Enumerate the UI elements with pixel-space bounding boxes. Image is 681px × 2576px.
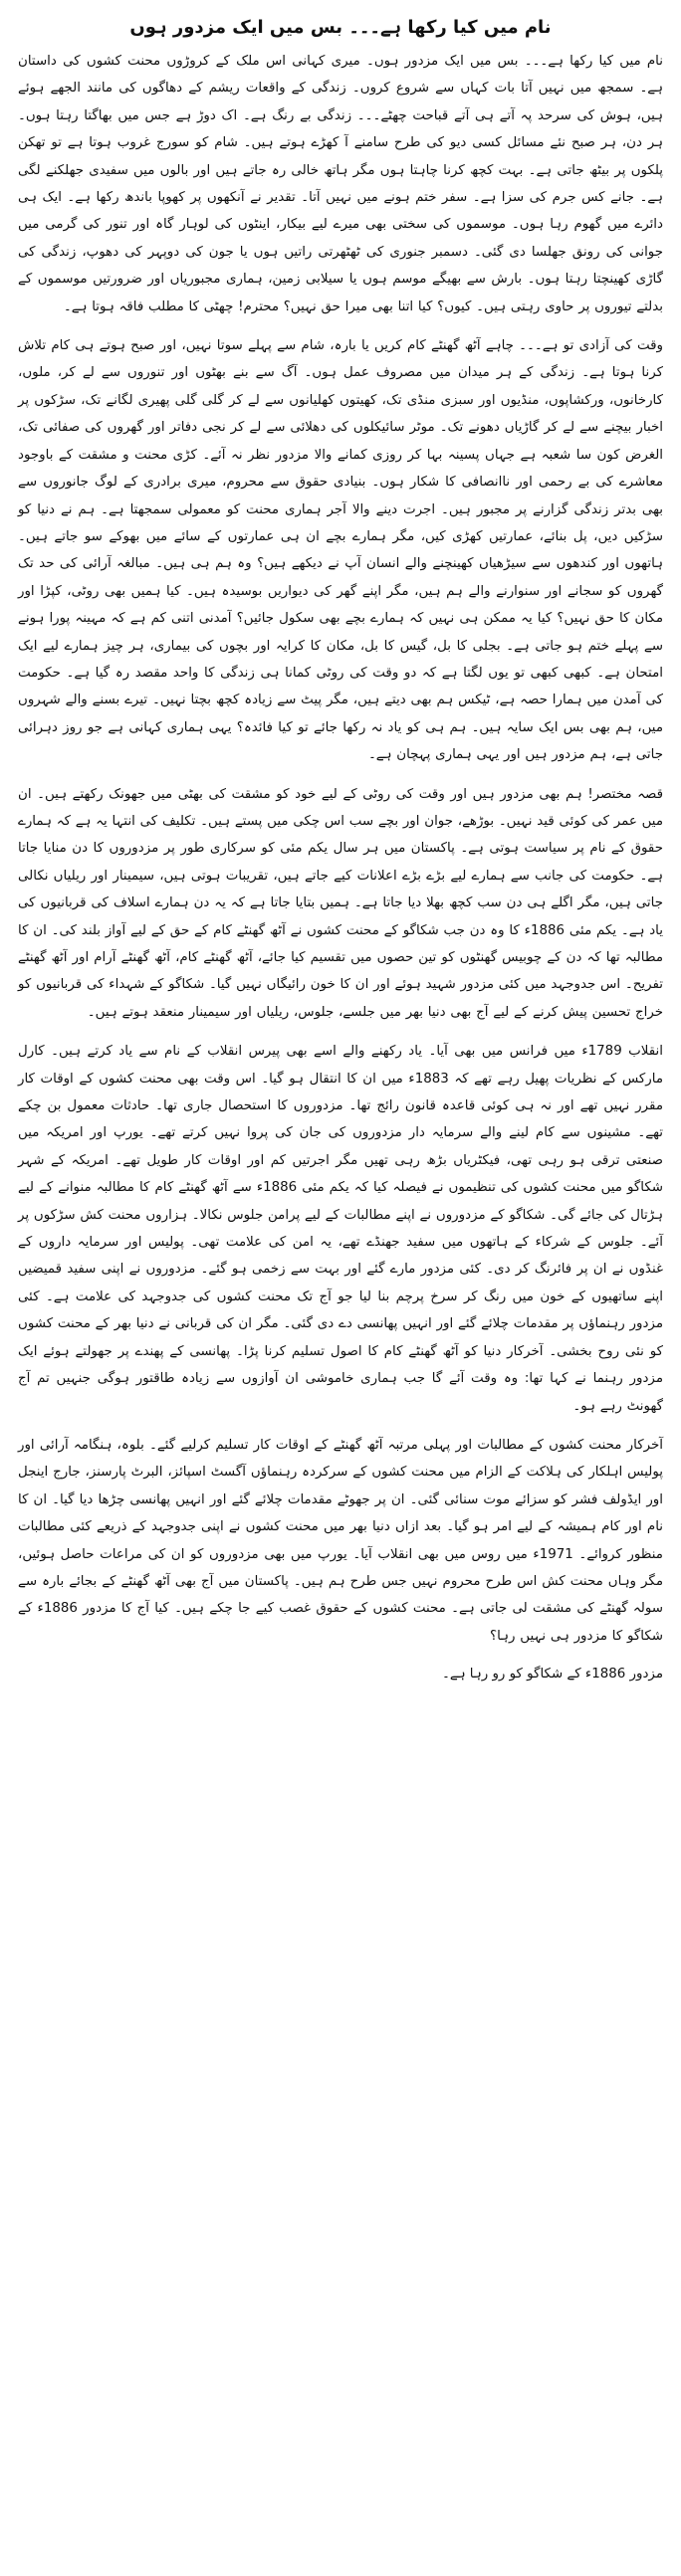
- paragraph-4: انقلاب 1789ء میں فرانس میں بھی آیا۔ یاد رکھنے والے اسے بھی پیرس انقلاب کے نام سے یاد کرتے ہیں۔ کارل مارکس کے نظریات پھیل رہے تھے کہ 1883ء میں ان کا انتقال ہو گیا۔ اس وقت بھی محنت کشوں کے اوقات کار مقرر نہیں تھے اور نہ ہی کوئی قاعدہ قانون رائج تھا۔ مزدوروں کا استحصال جاری تھا۔ حادثات معمول بن چکے تھے۔ مشینوں سے کام لینے والے سرمایہ دار مزدوروں کی جان کی پروا نہیں کرتے تھے۔ یورپ اور امریکہ میں صنعتی ترقی ہو رہی تھی، فیکٹریاں بڑھ رہی تھیں مگر اجرتیں کم اور اوقات کار طویل تھے۔ امریکہ کے شہر شکاگو میں محنت کشوں کی تنظیموں نے فیصلہ کیا کہ یکم مئی 1886ء سے آٹھ گھنٹے کام کا مطالبہ منوانے کے لیے ہڑتال کی جائے گی۔ شکاگو کے مزدوروں نے اپنے مطالبات کے لیے پرامن جلوس نکالا۔ ہزاروں محنت کش سڑکوں پر آئے۔ جلوس کے شرکاء کے ہاتھوں میں سفید جھنڈے تھے، یہ امن کی علامت تھی۔ پولیس اور سرمایہ داروں کے غنڈوں نے ان پر فائرنگ کر دی۔ کئی مزدور مارے گئے اور بہت سے زخمی ہو گئے۔ مزدوروں نے اپنی سفید قمیضیں اپنے ساتھیوں کے خون میں رنگ کر سرخ پرچم بنا لیا جو آج تک محنت کشوں کی جدوجہد کی علامت ہے۔ کئی مزدور رہنماؤں پر مقدمات چلائے گئے اور انہیں پھانسی دے دی گئی۔ مگر ان کی قربانی نے دنیا بھر کے محنت کشوں کو نئی روح بخشی۔ آخرکار دنیا کو آٹھ گھنٹے کام کا اصول تسلیم کرنا پڑا۔ پھانسی کے پھندے پر جھولتے ہوئے ایک مزدور رہنما نے کہا تھا: وہ وقت آئے گا جب ہماری خاموشی ان آوازوں سے زیادہ طاقتور ہوگی جنہیں تم آج گھونٹ رہے ہو۔: [18, 1044, 663, 1414]
- paragraph-1: نام میں کیا رکھا ہے۔۔۔ بس میں ایک مزدور ہوں۔ میری کہانی اس ملک کے کروڑوں محنت کشوں کی داستان ہے۔ سمجھ میں نہیں آتا بات کہاں سے شروع کروں۔ زندگی کے واقعات ریشم کے دھاگوں کی مانند الجھے ہوئے ہیں، ہوش کی سرحد پہ آتے ہی آتے قباحت چھٹے۔۔۔ زندگی بے رنگ ہے۔ اک دوڑ ہے جس میں بھاگتا رہتا ہوں۔ ہر دن، ہر صبح نئے مسائل کسی دیو کی طرح سامنے آ کھڑے ہوتے ہیں۔ شام کو سورج غروب ہوتا ہے تو تھکن پلکوں پر بیٹھ جاتی ہے۔ بہت کچھ کرنا چاہتا ہوں مگر ہاتھ خالی رہ جاتے ہیں اور بالوں میں سفیدی جھلکنے لگی ہے۔ جانے کس جرم کی سزا ہے۔ سفر ختم ہونے میں نہیں آتا۔ تقدیر نے آنکھوں پر کھوپا باندھ رکھا ہے۔ ایک ہی دائرے میں گھوم رہا ہوں۔ موسموں کی سختی بھی میرے لیے بیکار، اینٹوں کی لوہار گاہ اور تنور کی گرمی میں جوانی کی رونق جھلسا دی گئی۔ دسمبر جنوری کی ٹھٹھرتی راتیں ہوں یا جون کی دوپہر کی دھوپ، زندگی کی گاڑی کھینچتا رہتا ہوں۔ بارش سے بھیگے موسم ہوں یا سیلابی زمین، ہماری مجبوریاں اور ضرورتیں موسموں کے بدلتے تیوروں پر حاوی رہتی ہیں۔ کیوں؟ کیا اتنا بھی میرا حق نہیں؟ محترم! چھٹی کا مطلب فاقہ ہوتا ہے۔: [18, 54, 663, 314]
- paragraph-3: قصہ مختصر! ہم بھی مزدور ہیں اور وقت کی روٹی کے لیے خود کو مشقت کی بھٹی میں جھونک رکھتے ہیں۔ ان میں عمر کی کوئی قید نہیں۔ بوڑھے، جوان اور بچے سب اس چکی میں پستے ہیں۔ تکلیف کی انتہا یہ ہے کہ ہمارے حقوق کے نام پر سیاست ہوتی ہے۔ پاکستان میں ہر سال یکم مئی کو سرکاری طور پر مزدوروں کا دن منایا جاتا ہے۔ حکومت کی جانب سے ہمارے لیے بڑے بڑے اعلانات کیے جاتے ہیں، تقریبات ہوتی ہیں، سیمینار اور ریلیاں نکالی جاتی ہیں، مگر اگلے ہی دن سب کچھ بھلا دیا جاتا ہے۔ ہمیں بتایا جاتا ہے کہ یہ دن ہمارے اسلاف کی قربانیوں کی یاد ہے۔ یکم مئی 1886ء کا وہ دن جب شکاگو کے محنت کشوں نے آٹھ گھنٹے کام کے حق کے لیے آواز بلند کی۔ ان کا مطالبہ تھا کہ دن کے چوبیس گھنٹوں کو تین حصوں میں تقسیم کیا جائے، آٹھ گھنٹے کام، آٹھ گھنٹے آرام اور آٹھ گھنٹے تفریح۔ اس جدوجہد میں کئی مزدور شہید ہوئے اور ان کا خون رائیگاں نہیں گیا۔ شکاگو کے شہداء کی قربانیوں کو خراج تحسین پیش کرنے کے لیے آج بھی دنیا بھر میں جلسے، جلوس، ریلیاں اور سیمینار منعقد ہوتے ہیں۔: [17, 786, 663, 1020]
- article-title: نام میں کیا رکھا ہے۔۔۔ بس میں ایک مزدور ہوں: [129, 17, 552, 38]
- paragraph-5: آخرکار محنت کشوں کے مطالبات اور پہلی مرتبہ آٹھ گھنٹے کے اوقات کار تسلیم کرلیے گئے۔ بلوہ، ہنگامہ آرائی اور پولیس اہلکار کی ہلاکت کے الزام میں محنت کشوں کے سرکردہ رہنماؤں آگسٹ اسپائز، البرٹ پارسنز، جارج اینجل اور ایڈولف فشر کو سزائے موت سنائی گئی۔ ان پر جھوٹے مقدمات چلائے گئے اور انہیں پھانسی چڑھا دیا گیا۔ ان کا نام اور کام ہمیشہ کے لیے امر ہو گیا۔ بعد ازاں دنیا بھر میں محنت کشوں نے اپنی جدوجہد کے ذریعے کئی مطالبات منظور کروائے۔ 1971ء میں روس میں بھی انقلاب آیا۔ یورپ میں بھی مزدوروں کو ان کی مراعات حاصل ہوئیں، مگر وہاں محنت کش اس طرح محروم نہیں جس طرح ہم ہیں۔ پاکستان میں آج بھی آٹھ گھنٹے کے بجائے بارہ سے سولہ گھنٹے کی مشقت لی جاتی ہے۔ محنت کشوں کے حقوق غصب کیے جا چکے ہیں۔ کیا آج کا مزدور 1886ء کے شکاگو کا مزدور ہی نہیں رہا؟: [18, 1437, 663, 1644]
- closing-line: مزدور 1886ء کے شکاگو کو رو رہا ہے۔: [442, 1667, 663, 1683]
- paragraph-2: وقت کی آزادی تو ہے۔۔۔ چاہے آٹھ گھنٹے کام کریں یا بارہ، شام سے پہلے سوتا نہیں، اور صبح ہوتے ہی کام تلاش کرنا ہوتا ہے۔ زندگی کے ہر میدان میں مصروف عمل ہوں۔ آگ سے بنے بھٹوں اور تنوروں سے لے کر، ملوں، کارخانوں، ورکشاپوں، منڈیوں اور سبزی منڈی تک، کھیتوں کھلیانوں سے لے کر گلی گلی پھیری لگانے تک، سڑکوں پر اخبار بیچنے سے لے کر گاڑیاں دھونے تک۔ موٹر سائیکلوں کی دھلائی سے لے کر نجی دفاتر اور گھروں کی صفائی تک، الغرض کون سا شعبہ ہے جہاں پسینہ بہا کر روزی کمانے والا مزدور نظر نہ آئے۔ کڑی محنت و مشقت کے باوجود معاشرے کی بے رحمی اور ناانصافی کا شکار ہوں۔ بنیادی حقوق سے محروم، میری برادری کے لوگ جانوروں سے بھی بدتر زندگی گزارنے پر مجبور ہیں۔ اجرت دینے والا آجر ہماری محنت کو معمولی سمجھتا ہے۔ ہم نے دنیا کو سڑکیں دیں، پل بنائے، عمارتیں کھڑی کیں، مگر ہمارے بچے ان ہی عمارتوں کے سائے میں بھوکے سو جاتے ہیں۔ ہاتھوں اور کندھوں سے سیڑھیاں کھینچنے والے انسان آپ نے دیکھے ہیں؟ وہ ہم ہی ہیں۔ مبالغہ آرائی کی حد تک گھروں کو سجانے اور سنوارنے والے ہم ہیں، مگر اپنے گھر کی دیواریں بوسیدہ ہیں۔ کیا ہمیں بھی روٹی، کپڑا اور مکان کا حق نہیں؟ کیا یہ ممکن ہی نہیں کہ ہمارے بچے بھی سکول جائیں؟ آمدنی اتنی کم ہے کہ مہینہ پورا ہونے سے پہلے ختم ہو جاتی ہے۔ بجلی کا بل، گیس کا بل، مکان کا کرایہ اور بچوں کی بیماری، ہر چیز ہمارے لیے ایک امتحان ہے۔ کبھی کبھی تو یوں لگتا ہے کہ دو وقت کی روٹی کمانا ہی زندگی کا واحد مقصد رہ گیا ہے۔ حکومت کی آمدن میں ہمارا حصہ ہے، ٹیکس ہم بھی دیتے ہیں، مگر پیٹ سے زیادہ کچھ بچتا نہیں۔ تیرے بسنے والے شہروں میں، ہم بھی بس ایک سایہ ہیں۔ ہم ہی کو یاد نہ رکھا جائے تو کیا فائدہ؟ یہی ہماری کہانی ہے جو روز دہرائی جاتی ہے، ہم مزدور ہیں اور یہی ہماری پہچان ہے۔: [18, 338, 663, 763]
